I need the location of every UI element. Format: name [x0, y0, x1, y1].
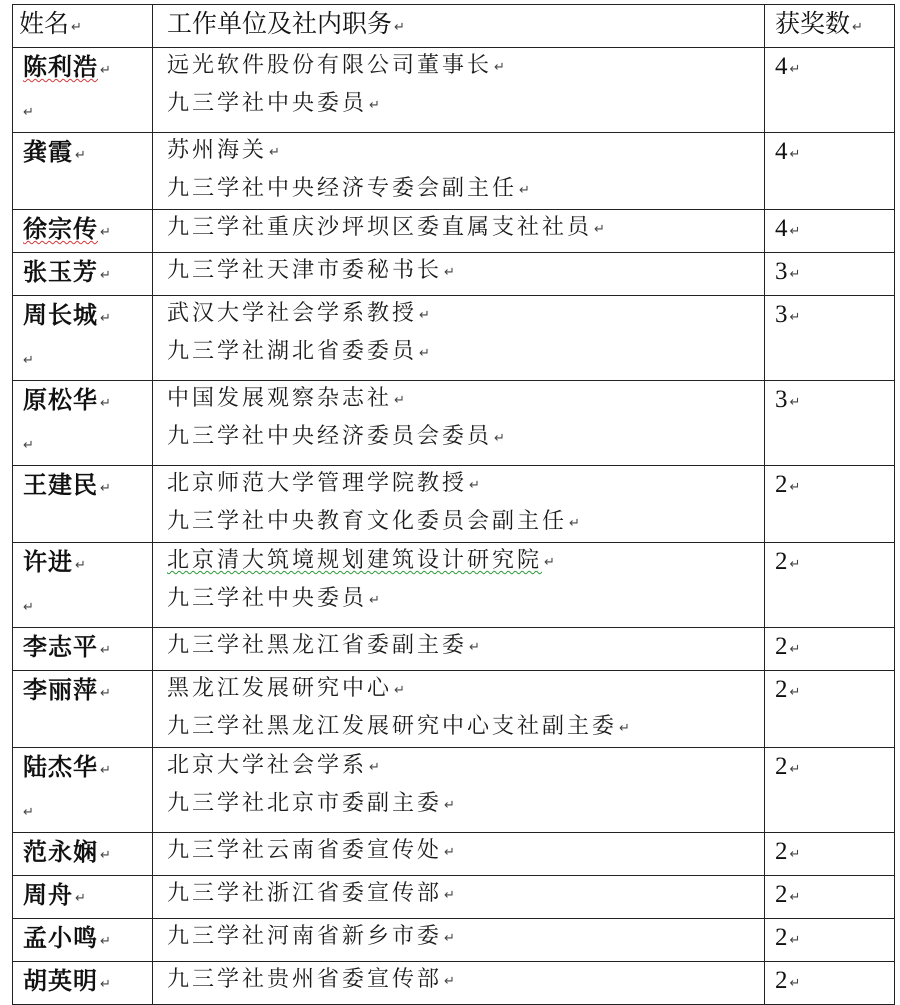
unit-text: 苏州海关 [167, 138, 268, 163]
award-count-cell[interactable] [765, 466, 895, 543]
paragraph-mark-icon: ↵ [369, 98, 380, 113]
table-row [13, 466, 895, 543]
paragraph-mark-icon: ↵ [369, 760, 380, 775]
person-name: 徐宗传 [23, 214, 98, 243]
name-cell[interactable] [13, 48, 153, 133]
paragraph-mark-icon: ↵ [444, 888, 455, 903]
name-line [23, 962, 152, 1004]
empty-paragraph [23, 90, 152, 132]
award-count-cell[interactable] [765, 628, 895, 671]
unit-line [167, 133, 764, 171]
unit-text: 九三学社中央经济委员会委员 [167, 424, 493, 449]
name-line [23, 671, 152, 713]
name-cell[interactable] [13, 628, 153, 671]
unit-line [167, 504, 764, 542]
paragraph-mark-icon: ↵ [100, 763, 111, 778]
paragraph-mark-icon: ↵ [494, 431, 505, 446]
unit-text: 北京清大筑境规划建筑设计研究院 [167, 548, 543, 573]
paragraph-mark-icon: ↵ [789, 224, 801, 239]
person-name: 周长城 [23, 300, 98, 329]
empty-paragraph [23, 585, 152, 627]
paragraph-mark-icon: ↵ [852, 20, 863, 35]
unit-cell[interactable] [153, 253, 765, 296]
person-name: 张玉芳 [23, 257, 98, 286]
person-name: 李丽萍 [23, 675, 98, 704]
paragraph-mark-icon: ↵ [23, 353, 34, 368]
paragraph-mark-icon: ↵ [789, 267, 801, 282]
person-name: 陆杰华 [23, 752, 98, 781]
paragraph-mark-icon: ↵ [394, 20, 405, 35]
paragraph-mark-icon: ↵ [619, 721, 630, 736]
unit-text: 九三学社浙江省委宣传部 [167, 881, 443, 906]
award-count: 3 [775, 258, 788, 285]
unit-line [167, 962, 764, 1000]
unit-text: 武汉大学社会学系教授 [167, 301, 418, 326]
award-count: 4 [775, 53, 788, 80]
paragraph-mark-icon: ↵ [569, 516, 580, 531]
person-name: 王建民 [23, 470, 98, 499]
paragraph-mark-icon: ↵ [544, 555, 555, 570]
unit-line [167, 171, 764, 209]
person-name: 陈利浩 [23, 52, 98, 81]
name-line [23, 133, 152, 175]
table-row [13, 962, 895, 1005]
person-name: 范永娴 [23, 837, 98, 866]
unit-text: 远光软件股份有限公司董事长 [167, 53, 493, 78]
unit-line [167, 334, 764, 372]
unit-text: 中国发展观察杂志社 [167, 386, 393, 411]
table-row [13, 381, 895, 466]
person-name: 周舟 [23, 880, 73, 909]
unit-cell[interactable] [153, 296, 765, 381]
unit-text: 九三学社黑龙江发展研究中心支社副主委 [167, 714, 618, 739]
unit-cell[interactable] [153, 381, 765, 466]
name-line [23, 210, 152, 252]
unit-cell[interactable] [153, 876, 765, 919]
person-name: 龚霞 [23, 137, 73, 166]
name-cell[interactable] [13, 381, 153, 466]
award-count: 2 [775, 967, 788, 994]
name-cell[interactable] [13, 296, 153, 381]
unit-text: 九三学社中央委员 [167, 586, 368, 611]
award-count-cell[interactable] [765, 381, 895, 466]
award-count: 3 [775, 386, 788, 413]
table-row [13, 133, 895, 210]
award-count-cell[interactable] [765, 876, 895, 919]
person-name: 孟小鸣 [23, 923, 98, 952]
unit-text: 九三学社中央经济专委会副主任 [167, 176, 518, 201]
paragraph-mark-icon: ↵ [394, 683, 405, 698]
unit-text: 九三学社天津市委秘书长 [167, 258, 443, 283]
paragraph-mark-icon: ↵ [100, 977, 111, 992]
table-row [13, 833, 895, 876]
paragraph-mark-icon: ↵ [23, 600, 34, 615]
unit-line [167, 709, 764, 747]
paragraph-mark-icon: ↵ [100, 311, 111, 326]
name-line [23, 628, 152, 670]
unit-text: 北京大学社会学系 [167, 753, 368, 778]
award-count-cell[interactable] [765, 671, 895, 748]
paragraph-mark-icon: ↵ [269, 145, 280, 160]
table-row [13, 296, 895, 381]
person-name: 原松华 [23, 385, 98, 414]
paragraph-mark-icon: ↵ [23, 105, 34, 120]
paragraph-mark-icon: ↵ [789, 890, 801, 905]
paragraph-mark-icon: ↵ [789, 685, 801, 700]
table-row [13, 919, 895, 962]
name-cell[interactable] [13, 466, 153, 543]
paragraph-mark-icon: ↵ [444, 931, 455, 946]
unit-text: 北京师范大学管理学院教授 [167, 471, 468, 496]
paragraph-mark-icon: ↵ [594, 222, 605, 237]
table-row [13, 210, 895, 253]
paragraph-mark-icon: ↵ [75, 891, 86, 906]
paragraph-mark-icon: ↵ [444, 845, 455, 860]
empty-paragraph [23, 790, 152, 832]
name-cell[interactable] [13, 210, 153, 253]
award-count: 2 [775, 753, 788, 780]
document-page [12, 4, 894, 1005]
empty-paragraph [23, 423, 152, 465]
header-count-label: 获奖数 [775, 9, 851, 38]
unit-cell[interactable] [153, 671, 765, 748]
name-cell[interactable] [13, 671, 153, 748]
paragraph-mark-icon: ↵ [789, 847, 801, 862]
paragraph-mark-icon: ↵ [369, 593, 380, 608]
unit-text: 九三学社北京市委副主委 [167, 791, 443, 816]
award-count: 2 [775, 471, 788, 498]
name-line [23, 876, 152, 918]
paragraph-mark-icon: ↵ [789, 147, 801, 162]
paragraph-mark-icon: ↵ [394, 393, 405, 408]
award-count: 2 [775, 548, 788, 575]
unit-text: 九三学社重庆沙坪坝区委直属支社社员 [167, 215, 593, 240]
paragraph-mark-icon: ↵ [789, 310, 801, 325]
award-count-cell[interactable] [765, 833, 895, 876]
paragraph-mark-icon: ↵ [789, 642, 801, 657]
unit-line [167, 86, 764, 124]
header-count-cell[interactable] [765, 5, 895, 48]
name-cell[interactable] [13, 133, 153, 210]
award-count-cell[interactable] [765, 919, 895, 962]
unit-text: 九三学社云南省委宣传处 [167, 838, 443, 863]
name-cell[interactable] [13, 876, 153, 919]
award-count-cell[interactable] [765, 748, 895, 833]
name-line [23, 381, 152, 423]
paragraph-mark-icon: ↵ [100, 63, 111, 78]
paragraph-mark-icon: ↵ [519, 183, 530, 198]
header-name-label: 姓名 [19, 9, 70, 38]
paragraph-mark-icon: ↵ [75, 148, 86, 163]
unit-line [167, 748, 764, 786]
paragraph-mark-icon: ↵ [100, 481, 111, 496]
name-cell[interactable] [13, 962, 153, 1005]
award-count: 4 [775, 138, 788, 165]
table-row [13, 748, 895, 833]
paragraph-mark-icon: ↵ [100, 686, 111, 701]
header-name-cell[interactable] [13, 5, 153, 48]
paragraph-mark-icon: ↵ [100, 643, 111, 658]
unit-text: 九三学社湖北省委委员 [167, 339, 418, 364]
award-count-cell[interactable] [765, 210, 895, 253]
paragraph-mark-icon: ↵ [100, 848, 111, 863]
unit-text: 九三学社河南省新乡市委 [167, 924, 443, 949]
unit-cell[interactable] [153, 543, 765, 628]
paragraph-mark-icon: ↵ [100, 396, 111, 411]
header-row [13, 5, 895, 48]
paragraph-mark-icon: ↵ [100, 268, 111, 283]
paragraph-mark-icon: ↵ [494, 60, 505, 75]
unit-cell[interactable] [153, 48, 765, 133]
paragraph-mark-icon: ↵ [789, 976, 801, 991]
award-count-cell[interactable] [765, 253, 895, 296]
award-count-cell[interactable] [765, 962, 895, 1005]
unit-text: 九三学社中央委员 [167, 91, 368, 116]
paragraph-mark-icon: ↵ [75, 558, 86, 573]
table-row [13, 876, 895, 919]
award-count: 4 [775, 215, 788, 242]
unit-line [167, 210, 764, 248]
unit-text: 九三学社贵州省委宣传部 [167, 967, 443, 992]
paragraph-mark-icon: ↵ [789, 395, 801, 410]
table-row [13, 253, 895, 296]
header-unit-label: 工作单位及社内职务 [167, 9, 393, 38]
name-cell[interactable] [13, 543, 153, 628]
unit-line [167, 671, 764, 709]
unit-cell[interactable] [153, 833, 765, 876]
award-count-cell[interactable] [765, 133, 895, 210]
name-line [23, 296, 152, 338]
paragraph-mark-icon: ↵ [469, 640, 480, 655]
paragraph-mark-icon: ↵ [419, 308, 430, 323]
unit-text: 九三学社黑龙江省委副主委 [167, 633, 468, 658]
award-count: 2 [775, 633, 788, 660]
unit-line [167, 48, 764, 86]
unit-line [167, 466, 764, 504]
unit-line [167, 253, 764, 291]
table-body [13, 48, 895, 1005]
award-count: 2 [775, 924, 788, 951]
person-name: 李志平 [23, 632, 98, 661]
paragraph-mark-icon: ↵ [71, 20, 82, 35]
unit-line [167, 833, 764, 871]
paragraph-mark-icon: ↵ [444, 265, 455, 280]
unit-cell[interactable] [153, 133, 765, 210]
name-cell[interactable] [13, 253, 153, 296]
unit-line [167, 581, 764, 619]
award-count: 3 [775, 301, 788, 328]
table-row [13, 48, 895, 133]
paragraph-mark-icon: ↵ [789, 62, 801, 77]
paragraph-mark-icon: ↵ [444, 974, 455, 989]
paragraph-mark-icon: ↵ [419, 346, 430, 361]
name-line [23, 543, 152, 585]
unit-line [167, 419, 764, 457]
unit-line [167, 296, 764, 334]
name-line [23, 833, 152, 875]
name-line [23, 919, 152, 961]
unit-text: 九三学社中央教育文化委员会副主任 [167, 509, 568, 534]
name-line [23, 48, 152, 90]
paragraph-mark-icon: ↵ [789, 557, 801, 572]
name-line [23, 253, 152, 295]
paragraph-mark-icon: ↵ [789, 480, 801, 495]
paragraph-mark-icon: ↵ [23, 805, 34, 820]
paragraph-mark-icon: ↵ [23, 438, 34, 453]
name-line [23, 748, 152, 790]
unit-cell[interactable] [153, 466, 765, 543]
unit-line [167, 628, 764, 666]
paragraph-mark-icon: ↵ [469, 478, 480, 493]
unit-line [167, 919, 764, 957]
name-cell[interactable] [13, 748, 153, 833]
paragraph-mark-icon: ↵ [789, 762, 801, 777]
table-row [13, 671, 895, 748]
paragraph-mark-icon: ↵ [789, 933, 801, 948]
awards-table [12, 4, 895, 1005]
unit-line [167, 786, 764, 824]
header-unit-cell[interactable] [153, 5, 765, 48]
award-count: 2 [775, 881, 788, 908]
unit-line [167, 543, 764, 581]
name-cell[interactable] [13, 833, 153, 876]
unit-line [167, 381, 764, 419]
paragraph-mark-icon: ↵ [100, 934, 111, 949]
person-name: 许进 [23, 547, 73, 576]
award-count-cell[interactable] [765, 296, 895, 381]
unit-cell[interactable] [153, 748, 765, 833]
name-line [23, 466, 152, 508]
empty-paragraph [23, 338, 152, 380]
person-name: 胡英明 [23, 966, 98, 995]
unit-line [167, 876, 764, 914]
table-row [13, 628, 895, 671]
unit-cell[interactable] [153, 919, 765, 962]
unit-cell[interactable] [153, 210, 765, 253]
award-count-cell[interactable] [765, 48, 895, 133]
paragraph-mark-icon: ↵ [444, 798, 455, 813]
unit-text: 黑龙江发展研究中心 [167, 676, 393, 701]
table-row [13, 543, 895, 628]
name-cell[interactable] [13, 919, 153, 962]
unit-cell[interactable] [153, 628, 765, 671]
award-count: 2 [775, 838, 788, 865]
paragraph-mark-icon: ↵ [100, 225, 111, 240]
award-count: 2 [775, 676, 788, 703]
award-count-cell[interactable] [765, 543, 895, 628]
unit-cell[interactable] [153, 962, 765, 1005]
